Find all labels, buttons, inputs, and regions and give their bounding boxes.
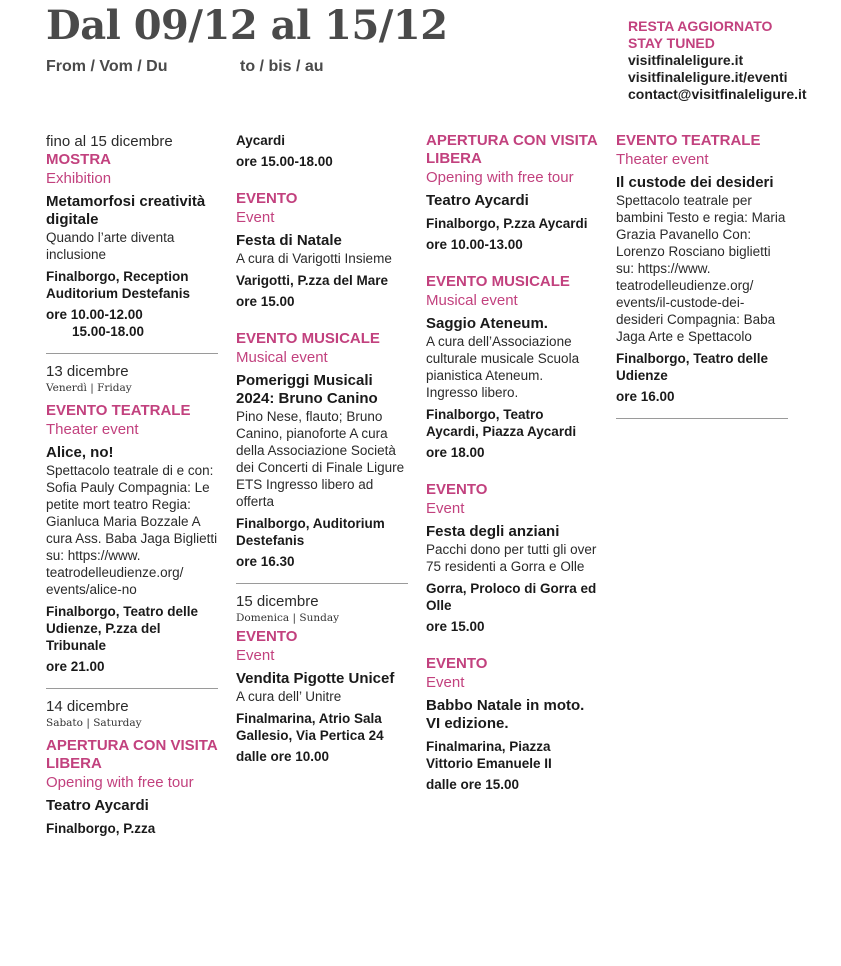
event-category: MOSTRA [46,151,111,168]
event-location: Finalborgo, Teatro Aycardi, Piazza Aycardi [426,407,577,439]
event-location: Finalborgo, Teatro delle Udienze, P.zza del Tribunale [46,604,199,653]
event-title: Alice, no! [46,444,114,461]
event-category: APERTURA CON VISITA LIBERA [46,737,218,772]
event-category-en: Opening with free tour [46,774,194,791]
event-category: APERTURA CON VISITA LIBERA [426,132,598,167]
event-category: EVENTO [236,190,298,207]
event-time: ore 21.00 [46,659,105,674]
event-title: Teatro Aycardi [46,797,149,814]
event-title: Festa di Natale [236,232,342,249]
stay-heading: RESTA AGGIORNATO [628,18,773,34]
event-category-en: Event [236,647,275,664]
event-category-en: Event [236,209,275,226]
event-category-en: Opening with free tour [426,169,574,186]
event-description: Quando l’arte diventa inclusione [46,230,175,262]
event-title: Il custode dei desideri [616,174,774,191]
divider [236,583,408,584]
stay-heading-en: STAY TUNED [628,35,715,51]
column-1 [46,132,218,837]
event-location: Finalborgo, Teatro delle Udienze [616,351,769,383]
event-category-en: Exhibition [46,170,112,187]
event-location: Gorra, Proloco di Gorra ed Olle [426,581,597,613]
event-title: Babbo Natale in moto. VI edizione. [426,697,585,732]
event-title: Pomeriggi Musicali 2024: Bruno Canino [236,372,378,407]
event-category-en: Musical event [236,349,328,366]
event-location: Aycardi [236,133,286,148]
divider [46,353,218,354]
event-description: Pacchi dono per tutti gli over 75 residenti a Gorra e Olle [426,542,597,574]
event-category-en: Musical event [426,292,518,309]
page-title: Dal 09/12 al 15/12 [46,2,448,49]
event-title: Saggio Ateneum. [426,315,548,332]
event-location: Finalborgo, Auditorium Destefanis [236,516,385,548]
event-title: Metamorfosi creatività digitale [46,193,206,228]
event-category: EVENTO MUSICALE [236,330,380,347]
event-time: dalle ore 15.00 [426,777,520,792]
event-location: Varigotti, P.zza del Mare [236,273,389,288]
event-category: EVENTO [426,481,488,498]
event-category-en: Theater event [616,151,709,168]
event-location: Finalborgo, Reception Auditorium Destefanis [46,269,191,301]
date-heading: fino al 15 dicembre [46,133,173,150]
divider [46,688,218,689]
event-category-en: Event [426,674,465,691]
event-category-en: Theater event [46,421,139,438]
events-link[interactable]: visitfinaleligure.it/eventi [628,69,788,85]
event-location: Finalborgo, P.zza Aycardi [426,216,588,231]
event-time: ore 10.00-13.00 [426,237,523,252]
event-description: A cura dell’ Unitre [236,689,342,704]
event-category: EVENTO MUSICALE [426,273,570,290]
event-location: Finalborgo, P.zza [46,821,156,836]
date-heading: 13 dicembre [46,363,129,380]
event-time: ore 16.00 [616,389,675,404]
event-category: EVENTO TEATRALE [616,132,761,149]
event-category: EVENTO [236,628,298,645]
event-category-en: Event [426,500,465,517]
event-time: ore 16.30 [236,554,295,569]
column-2 [236,132,408,765]
event-title: Festa degli anziani [426,523,560,540]
event-title: Vendita Pigotte Unicef [236,670,395,687]
date-heading: 15 dicembre [236,593,319,610]
event-category: EVENTO TEATRALE [46,402,191,419]
email-link[interactable]: contact@visitfinaleligure.it [628,86,807,102]
event-location: Finalmarina, Atrio Sala Gallesio, Via Pertica 24 [236,711,384,743]
website-link[interactable]: visitfinaleligure.it [628,52,744,68]
to-label: to / bis / au [240,58,324,75]
day-name: Sabato | Saturday [46,717,142,729]
event-time: ore 18.00 [426,445,485,460]
event-category: EVENTO [426,655,488,672]
event-description: Pino Nese, flauto; Bruno Canino, pianoforte A cura della Associazione Società dei Concerti di Finale Ligure ETS Ingresso libero ad offerta [236,409,405,509]
date-heading: 14 dicembre [46,698,129,715]
day-name: Domenica | Sunday [236,612,340,624]
event-time-extra: 15.00-18.00 [72,324,145,339]
event-time: ore 15.00-18.00 [236,154,333,169]
column-3 [426,132,598,793]
event-description: Spettacolo teatrale di e con: Sofia Pauly Compagnia: Le petite mort teatro Regia: Gianluca Maria Bozzale A cura Ass. Baba Jaga Biglietti su: https://www. teatrodelleudienze.org/ events/alice-no [46,463,218,597]
event-time: ore 15.00 [426,619,485,634]
event-time: dalle ore 10.00 [236,749,330,764]
column-4 [616,132,788,427]
event-time: ore 10.00-12.00 [46,307,143,322]
from-label: From / Vom / Du [46,58,168,75]
event-description: A cura dell’Associazione culturale musicale Scuola pianistica Ateneum. Ingresso libero. [426,334,580,400]
stay-tuned-block [628,18,807,103]
event-title: Teatro Aycardi [426,192,529,209]
event-location: Finalmarina, Piazza Vittorio Emanuele II [426,739,552,771]
event-description: Spettacolo teatrale per bambini Testo e regia: Maria Grazia Pavanello Con: Lorenzo Rosciano biglietti su: https://www. teatrodelleudienze.org/ events/il-custode-dei-desideri Compagnia: Baba Jaga Arte e Spettacolo [616,193,786,344]
day-name: Venerdì | Friday [46,382,132,394]
divider [616,418,788,419]
event-description: A cura di Varigotti Insieme [236,251,392,266]
event-time: ore 15.00 [236,294,295,309]
